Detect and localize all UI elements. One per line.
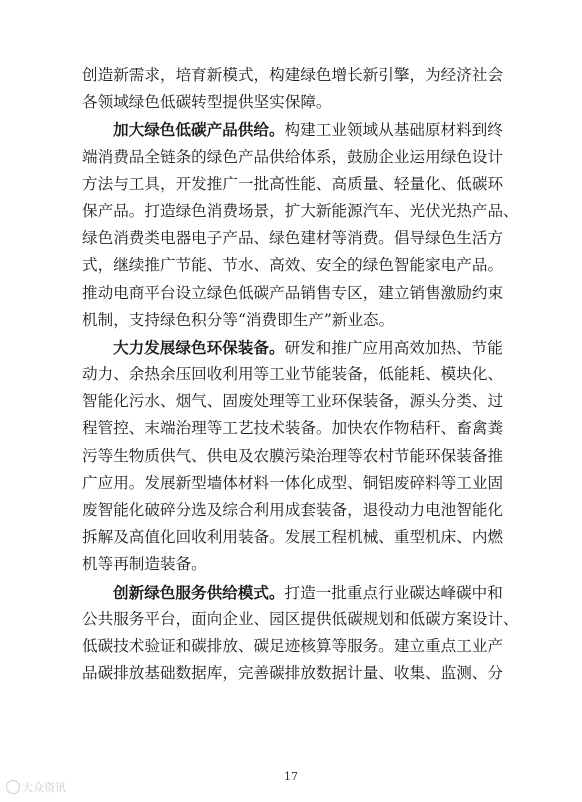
text-line: [82, 497, 504, 524]
line-text: 品碳排放基础数据库，完善碳排放数据计量、收集、监测、分: [82, 664, 504, 683]
watermark: [6, 779, 66, 795]
line-text: 方法与工具，开发推广一批高性能、高质量、轻量化、低碳环: [82, 174, 504, 193]
line-text: 打造一批重点行业碳达峰碳中和: [284, 583, 503, 602]
text-line: [82, 144, 504, 171]
line-text: 端消费品全链条的绿色产品供给体系，鼓励企业运用绿色设计: [82, 147, 504, 166]
line-text: 机等再制造装备。: [82, 555, 207, 574]
text-line: [82, 252, 504, 279]
text-line: [82, 225, 504, 252]
paragraph: [82, 116, 519, 334]
section-heading: 大力发展绿色环保装备。: [113, 337, 285, 357]
line-text: 各领域绿色低碳转型提供坚实保障。: [82, 93, 332, 112]
line-text: 式，继续推广节能、节水、高效、安全的绿色智能家电产品。: [82, 256, 504, 275]
text-line: [82, 415, 504, 442]
text-line: [82, 89, 500, 116]
text-line: [82, 633, 504, 660]
line-text: 低碳技术验证和碳排放、碳足迹核算等服务。建立重点工业产: [82, 636, 504, 655]
document-body: [82, 62, 519, 687]
line-text: 保产品。打造绿色消费场景，扩大新能源汽车、光伏光热产品、: [82, 201, 519, 220]
line-text: 废智能化破碎分选及综合利用成套装备，退役动力电池智能化: [82, 501, 504, 519]
line-text: 污等生物质供气、供电及农膜污染治理等农村节能环保装备推: [82, 446, 504, 465]
text-line: [82, 334, 503, 361]
text-line: [82, 198, 519, 225]
line-text: 机制，支持绿色积分等“消费即生产”新业态。: [82, 310, 395, 329]
line-text: 研发和推广应用高效加热、节能: [284, 338, 503, 357]
line-text: 绿色消费类电器电子产品、绿色建材等消费。倡导绿色生活方: [82, 229, 504, 248]
text-line: [82, 280, 504, 307]
text-line: [82, 606, 519, 633]
text-line: [82, 116, 503, 143]
text-line: [82, 660, 504, 687]
text-line: [82, 524, 504, 551]
line-text: 广应用。发展新型墙体材料一体化成型、铜铝废碎料等工业固: [82, 473, 504, 492]
text-line: [82, 443, 504, 470]
section-heading: 加大绿色低碳产品供给。: [113, 120, 285, 140]
page-number: 17: [284, 770, 298, 783]
line-text: 程管控、末端治理等工艺技术装备。加快农作物秸秆、畜禽粪: [82, 419, 504, 438]
text-line: [82, 171, 504, 198]
paragraph: [82, 579, 519, 688]
line-text: 推动电商平台设立绿色低碳产品销售专区，建立销售激励约束: [82, 283, 504, 302]
paragraph: [82, 334, 504, 579]
watermark-logo-icon: [6, 780, 20, 794]
line-text: 创造新需求，培育新模式，构建绿色增长新引擎，为经济社会: [82, 66, 504, 84]
text-line: [82, 388, 504, 415]
line-text: 智能化污水、烟气、固废处理等工业环保装备，源头分类、过: [82, 392, 504, 411]
line-text: 动力、余热余压回收利用等工业节能装备，低能耗、模块化、: [82, 365, 504, 384]
text-line: [82, 307, 500, 334]
section-heading: 创新绿色服务供给模式。: [113, 582, 285, 602]
text-line: [82, 62, 504, 89]
line-text: 构建工业领域从基础原材料到终: [284, 121, 503, 140]
text-line: [82, 551, 500, 578]
paragraph: [82, 62, 504, 116]
line-text: 拆解及高值化回收利用装备。发展工程机械、重型机床、内燃: [82, 528, 504, 547]
text-line: [82, 470, 504, 497]
watermark-text: 大众资讯: [22, 781, 66, 794]
text-line: [82, 361, 504, 388]
line-text: 公共服务平台，面向企业、园区提供低碳规划和低碳方案设计、: [82, 609, 519, 628]
text-line: [82, 579, 503, 606]
